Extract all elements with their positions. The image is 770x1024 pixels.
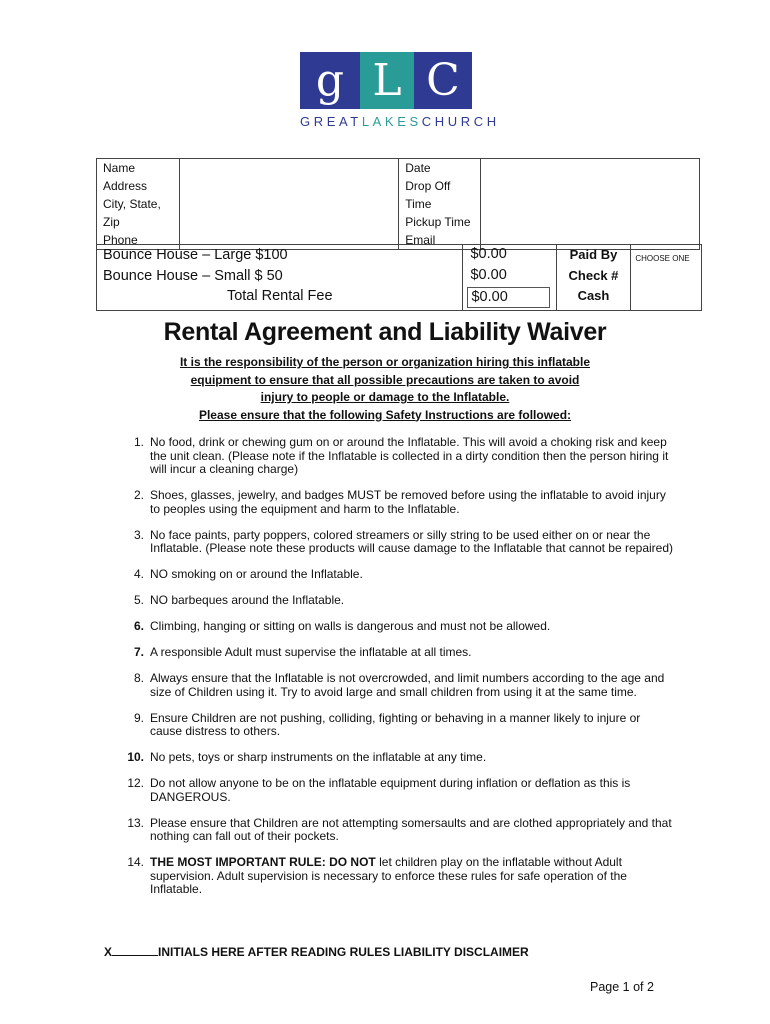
rule-item — [114, 594, 674, 608]
rental-info-fields — [480, 159, 699, 250]
address-label: Address — [103, 179, 148, 193]
rule-text: Do not allow anyone to be on the inflatable equipment during inflation or deflation as this is DANGEROUS. — [150, 776, 631, 804]
intro-line-2: equipment to ensure that all possible precautions are taken to avoid — [190, 372, 580, 387]
rule-text: Please ensure that Children are not attempting somersaults and are clothed appropriately and that nothing can fall out of their pockets. — [150, 815, 672, 843]
paid-by-label: Paid By — [569, 247, 618, 262]
logo-wordmark — [300, 114, 500, 129]
intro-line-1: It is the responsibility of the person or organization hiring this inflatable — [179, 355, 591, 369]
cash-option: Cash — [577, 288, 610, 303]
rule-number: 1. — [133, 435, 144, 449]
intro-line-4: Please ensure that the following Safety Instructions are followed: — [198, 407, 572, 422]
logo-word-great: GREAT — [300, 114, 362, 129]
church-logo — [300, 52, 500, 142]
rule-item — [114, 817, 674, 844]
rule-number: 10. — [127, 750, 144, 764]
amount-small[interactable]: $0.00 — [470, 267, 507, 283]
check-option: Check # — [568, 267, 619, 283]
rule-bold-prefix: THE MOST IMPORTANT RULE: DO NOT — [150, 855, 376, 869]
name-field[interactable] — [186, 159, 392, 177]
rule-text-rest: let children play on the inflatable without Adult supervision. Adult supervision is necessary to enforce these rules for safe operation of the Inflatable. — [150, 855, 627, 896]
item-small-bounce-house: Bounce House – Small $ 50 — [103, 267, 283, 284]
rule-text: Ensure Children are not pushing, colliding, fighting or behaving in a manner likely to injure or cause distress to others. — [150, 710, 641, 738]
amount-large[interactable]: $0.00 — [470, 246, 507, 262]
paid-by-cell — [556, 245, 631, 311]
initials-field[interactable] — [112, 944, 158, 956]
rule-text: No pets, toys or sharp instruments on the inflatable at any time. — [150, 750, 487, 764]
page-number: Page 1 of 2 — [590, 980, 654, 994]
rule-item — [114, 436, 674, 477]
rule-item — [114, 529, 674, 556]
initials-prefix: X — [104, 945, 113, 959]
city-state-zip-field[interactable] — [186, 195, 392, 213]
rule-item — [114, 672, 674, 699]
rule-text: Always ensure that the Inflatable is not overcrowded, and limit numbers according to the age and size of Children using it. Try to avoid large and small children from using it at the same time. — [150, 671, 665, 699]
rule-number: 12. — [127, 776, 144, 790]
drop-off-time-field[interactable] — [487, 177, 693, 195]
renter-info-table — [96, 158, 700, 250]
logo-letter-c: C — [414, 52, 472, 109]
rule-item — [114, 646, 674, 660]
intro-line-3: injury to people or damage to the Inflatable. — [260, 390, 510, 404]
drop-off-time-label: Drop Off Time — [405, 179, 451, 211]
renter-info-fields — [179, 159, 398, 250]
rule-number: 4. — [133, 567, 144, 581]
rule-text: NO barbeques around the Inflatable. — [150, 593, 345, 607]
intro-paragraph — [150, 354, 620, 424]
email-label: Email — [405, 233, 436, 247]
pickup-time-label: Pickup Time — [405, 215, 471, 229]
email-field[interactable] — [487, 213, 693, 231]
rental-items-cell — [97, 245, 463, 311]
rule-number: 8. — [133, 671, 144, 685]
renter-info-labels — [97, 159, 180, 250]
rule-text: Shoes, glasses, jewelry, and badges MUST be removed before using the inflatable to avoid injury to peoples using the equipment and harm to the Inflatable. — [150, 488, 666, 516]
rule-text: NO smoking on or around the Inflatable. — [150, 567, 363, 581]
rule-item — [114, 712, 674, 739]
initials-text: INITIALS HERE AFTER READING RULES LIABILITY DISCLAIMER — [158, 945, 529, 959]
rule-number: 13. — [127, 815, 144, 830]
total-rental-fee-label: Total Rental Fee — [226, 288, 333, 304]
rule-number: 5. — [133, 593, 144, 607]
city-state-zip-label: City, State, Zip — [103, 197, 161, 229]
logo-word-lakes: LAKES — [361, 114, 422, 129]
amounts-cell — [463, 245, 556, 311]
rule-item — [114, 489, 674, 516]
logo-letter-g: g — [300, 52, 360, 109]
paid-by-select[interactable] — [631, 245, 702, 311]
safety-rules-list — [114, 436, 674, 909]
rule-item — [114, 856, 674, 897]
paid-by-select-value: CHOOSE ONE — [635, 254, 690, 263]
logo-letter-l: L — [360, 52, 414, 109]
phone-field[interactable] — [186, 213, 392, 231]
rule-text: Climbing, hanging or sitting on walls is dangerous and must not be allowed. — [150, 619, 551, 633]
amount-total[interactable]: $0.00 — [467, 287, 549, 308]
rule-number: 7. — [133, 645, 144, 659]
address-field[interactable] — [186, 177, 392, 195]
rule-text: No food, drink or chewing gum on or around the Inflatable. This will avoid a choking risk and keep the unit clean. (Please note if the Inflatable is collected in a dirty condition then the person hiring it will incur a cleaning charge) — [150, 435, 669, 476]
name-label: Name — [103, 161, 136, 175]
rule-number: 3. — [133, 527, 144, 542]
initials-line — [104, 944, 529, 959]
date-field[interactable] — [487, 159, 693, 177]
rental-fee-table — [96, 244, 702, 311]
rule-item — [114, 568, 674, 582]
rule-item — [114, 751, 674, 765]
rule-text — [150, 856, 674, 897]
rule-text: No face paints, party poppers, colored streamers or silly string to be used either on or near the Inflatable. (Please note these products will cause damage to the Inflatable that cannot be repaired) — [150, 527, 673, 555]
item-large-bounce-house: Bounce House – Large $100 — [103, 247, 288, 263]
rule-number: 6. — [133, 619, 144, 633]
pickup-time-field[interactable] — [487, 195, 693, 213]
rental-info-labels — [399, 159, 480, 250]
rule-number: 2. — [133, 488, 144, 502]
rule-item — [114, 620, 674, 634]
rule-text: A responsible Adult must supervise the inflatable at all times. — [150, 645, 472, 659]
date-label: Date — [405, 161, 431, 175]
rule-number: 14. — [127, 855, 144, 869]
page-title: Rental Agreement and Liability Waiver — [163, 318, 607, 346]
rule-item — [114, 777, 674, 804]
rule-number: 9. — [133, 710, 144, 725]
phone-label: Phone — [103, 233, 138, 247]
logo-word-church: CHURCH — [421, 114, 500, 129]
